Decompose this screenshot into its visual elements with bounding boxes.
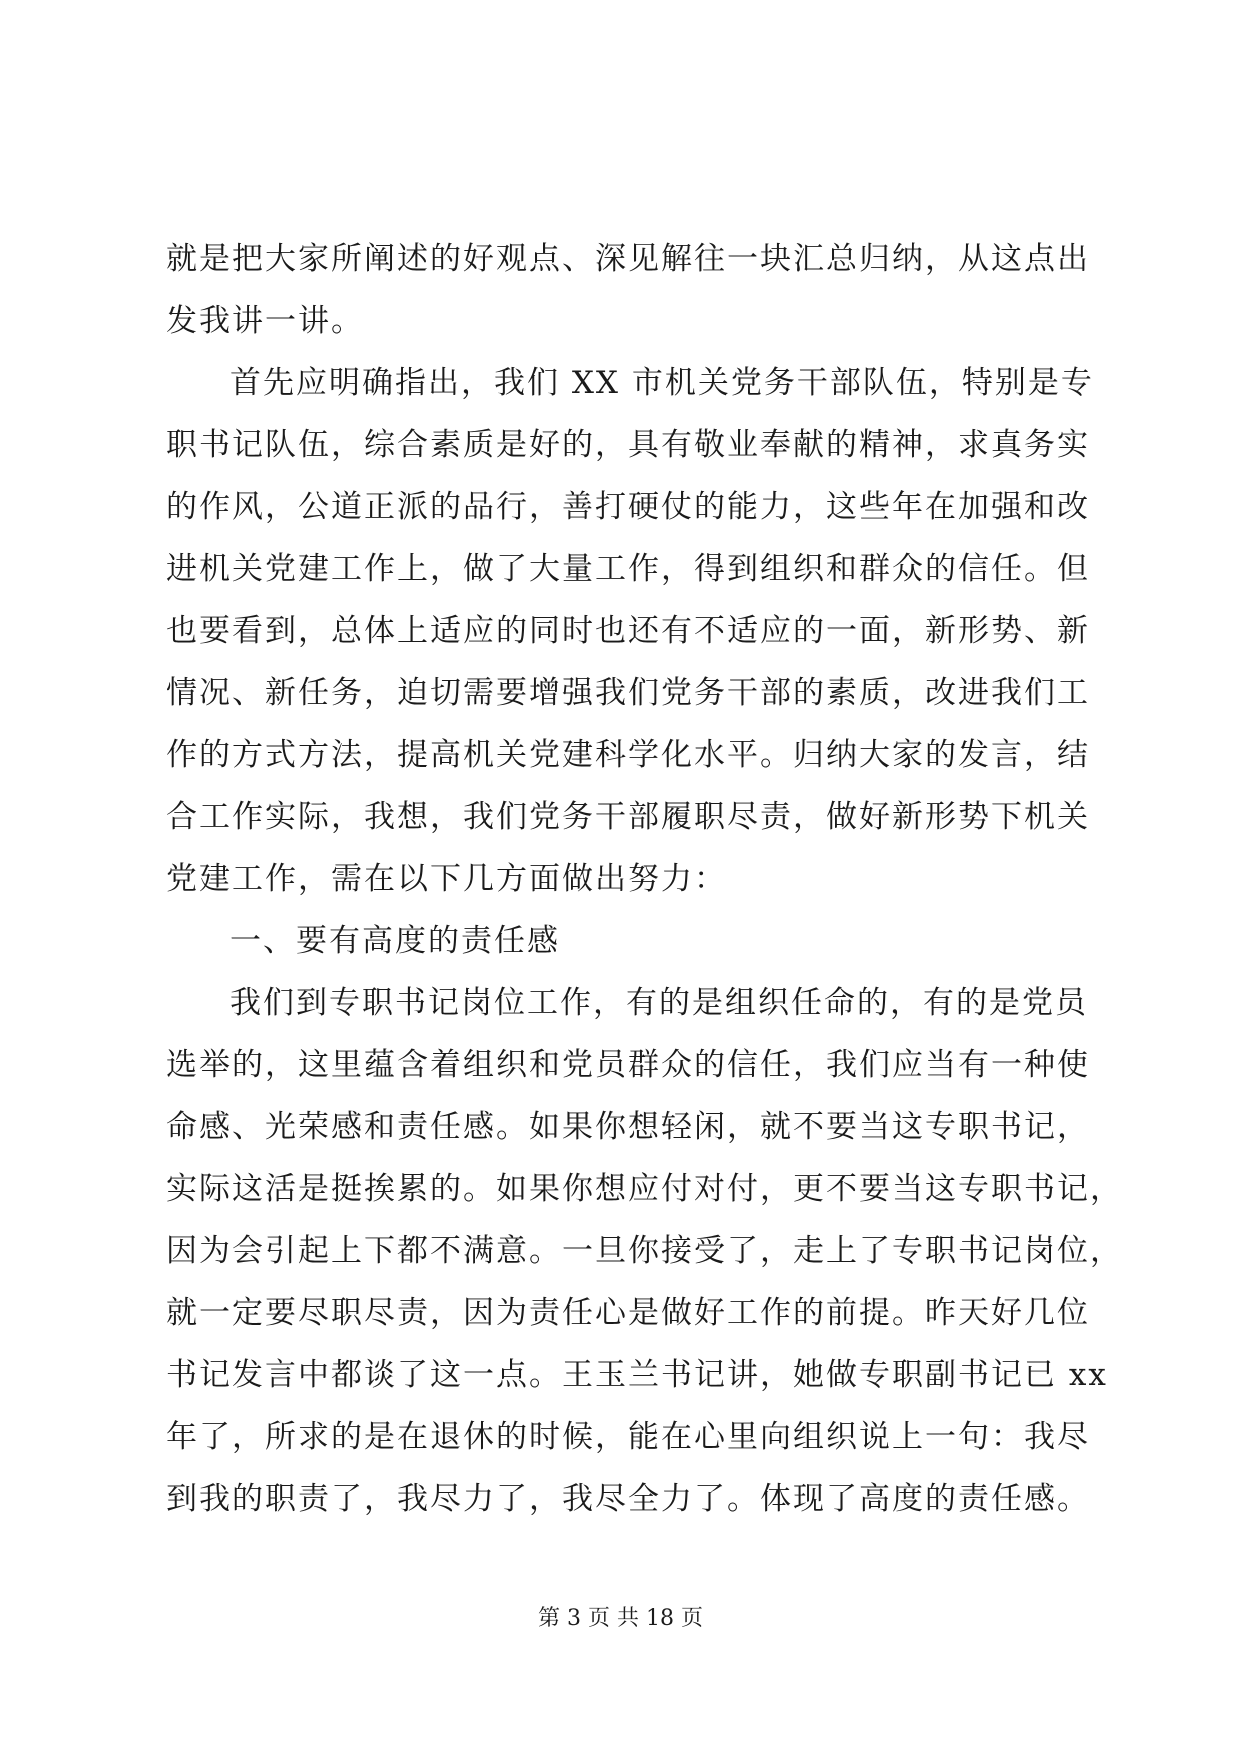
- text-line: 实际这活是挺挨累的。如果你想应付对付，更不要当这专职书记，: [166, 1171, 1123, 1207]
- page-number: 第 3 页 共 18 页: [538, 1606, 703, 1631]
- text-line: 作的方式方法，提高机关党建科学化水平。归纳大家的发言，结: [166, 737, 1090, 773]
- text-line: 发我讲一讲。: [166, 303, 364, 339]
- text-line: 我们到专职书记岗位工作，有的是组织任命的，有的是党员: [230, 985, 1088, 1021]
- text-line: 书记发言中都谈了这一点。王玉兰书记讲，她做专职副书记已 xx: [166, 1357, 1108, 1393]
- text-line: 首先应明确指出，我们 XX 市机关党务干部队伍，特别是专: [230, 365, 1094, 401]
- text-line: 的作风，公道正派的品行，善打硬仗的能力，这些年在加强和改: [166, 489, 1090, 525]
- text-line: 因为会引起上下都不满意。一旦你接受了，走上了专职书记岗位，: [166, 1233, 1123, 1269]
- text-line: 命感、光荣感和责任感。如果你想轻闲，就不要当这专职书记，: [166, 1109, 1090, 1145]
- body-text: [166, 228, 1123, 1530]
- text-line: 也要看到，总体上适应的同时也还有不适应的一面，新形势、新: [166, 613, 1090, 649]
- text-line: 年了，所求的是在退休的时候，能在心里向组织说上一句：我尽: [166, 1419, 1090, 1455]
- text-line: 党建工作，需在以下几方面做出努力：: [166, 861, 727, 897]
- text-line: 就一定要尽职尽责，因为责任心是做好工作的前提。昨天好几位: [166, 1295, 1090, 1331]
- text-line: 进机关党建工作上，做了大量工作，得到组织和群众的信任。但: [166, 551, 1090, 587]
- text-line: 情况、新任务，迫切需要增强我们党务干部的素质，改进我们工: [166, 675, 1090, 711]
- section-heading: 一、要有高度的责任感: [230, 923, 560, 959]
- text-line: 就是把大家所阐述的好观点、深见解往一块汇总归纳，从这点出: [166, 241, 1090, 277]
- text-line: 职书记队伍，综合素质是好的，具有敬业奉献的精神，求真务实: [166, 427, 1090, 463]
- text-line: 合工作实际，我想，我们党务干部履职尽责，做好新形势下机关: [166, 799, 1090, 835]
- text-line: 选举的，这里蕴含着组织和党员群众的信任，我们应当有一种使: [166, 1047, 1090, 1083]
- text-line: 到我的职责了，我尽力了，我尽全力了。体现了高度的责任感。: [166, 1481, 1090, 1517]
- page-footer: [0, 1604, 1241, 1634]
